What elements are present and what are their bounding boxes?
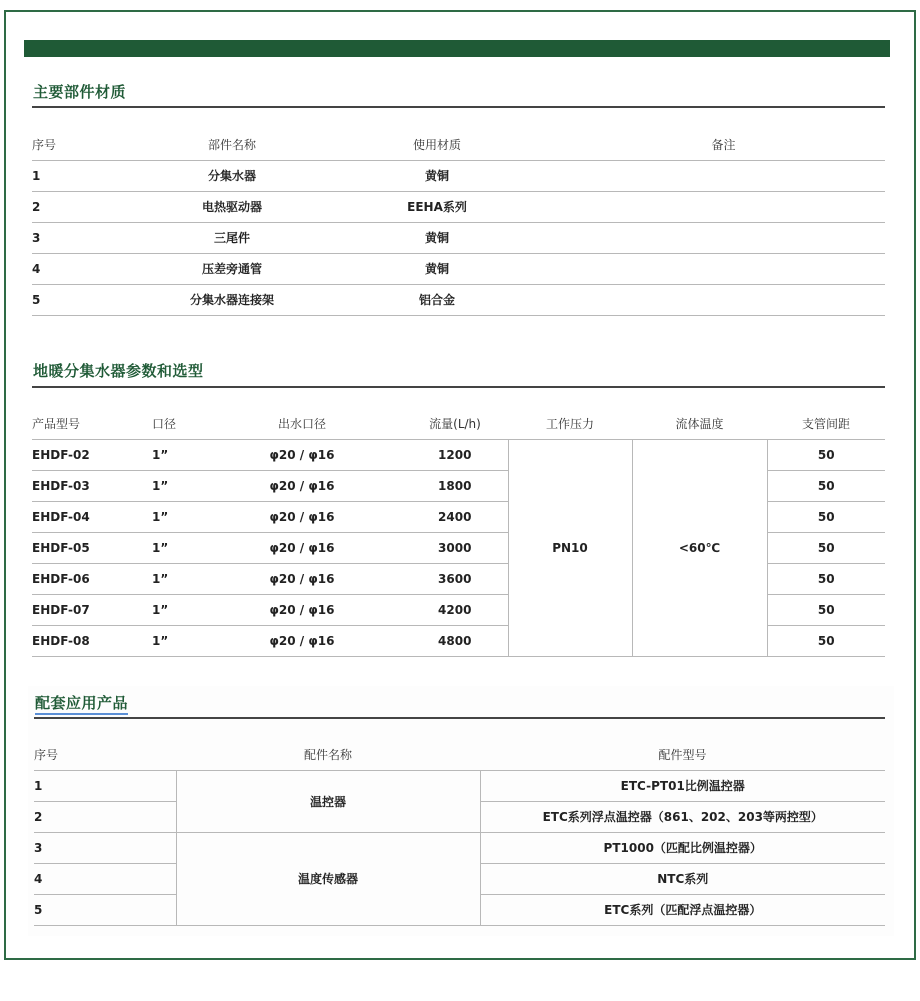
cell-index: 2 bbox=[34, 801, 176, 832]
materials-title-rule bbox=[32, 106, 885, 108]
cell-material: 黄铜 bbox=[312, 253, 562, 284]
accessories-header-row bbox=[34, 740, 885, 770]
col-header-pressure: 工作压力 bbox=[508, 409, 632, 439]
params-table bbox=[32, 409, 885, 657]
cell-flow: 1200 bbox=[402, 439, 508, 470]
cell-flow: 2400 bbox=[402, 501, 508, 532]
cell-spacing: 50 bbox=[767, 594, 885, 625]
cell-group-thermostat: 温控器 bbox=[176, 770, 480, 832]
cell-flow: 3600 bbox=[402, 563, 508, 594]
cell-index: 2 bbox=[32, 191, 152, 222]
cell-part-name: 电热驱动器 bbox=[152, 191, 312, 222]
cell-remark bbox=[562, 160, 885, 191]
col-header-accessory-name: 配件名称 bbox=[176, 740, 480, 770]
cell-model: EHDF-06 bbox=[32, 563, 152, 594]
materials-table bbox=[32, 130, 885, 316]
accessories-title-text: 配套应用产品 bbox=[35, 694, 128, 715]
cell-outlet: φ20 / φ16 bbox=[202, 501, 402, 532]
table-row bbox=[34, 770, 885, 801]
cell-flow: 4200 bbox=[402, 594, 508, 625]
cell-model: EHDF-08 bbox=[32, 625, 152, 656]
table-row bbox=[32, 222, 885, 253]
cell-flow: 1800 bbox=[402, 470, 508, 501]
cell-index: 5 bbox=[32, 284, 152, 315]
cell-outlet: φ20 / φ16 bbox=[202, 594, 402, 625]
cell-spacing: 50 bbox=[767, 470, 885, 501]
cell-model: EHDF-05 bbox=[32, 532, 152, 563]
cell-remark bbox=[562, 222, 885, 253]
header-bar bbox=[24, 40, 890, 57]
cell-spacing: 50 bbox=[767, 501, 885, 532]
cell-outlet: φ20 / φ16 bbox=[202, 625, 402, 656]
cell-index: 1 bbox=[32, 160, 152, 191]
cell-caliber: 1” bbox=[152, 439, 202, 470]
cell-accessory-model: ETC系列浮点温控器（861、202、203等两控型） bbox=[480, 801, 885, 832]
cell-material: 铝合金 bbox=[312, 284, 562, 315]
cell-part-name: 三尾件 bbox=[152, 222, 312, 253]
cell-caliber: 1” bbox=[152, 625, 202, 656]
col-header-index: 序号 bbox=[34, 740, 176, 770]
table-row bbox=[32, 284, 885, 315]
cell-outlet: φ20 / φ16 bbox=[202, 439, 402, 470]
cell-caliber: 1” bbox=[152, 563, 202, 594]
col-header-flow: 流量(L/h) bbox=[402, 409, 508, 439]
params-header-row bbox=[32, 409, 885, 439]
table-row bbox=[34, 832, 885, 863]
cell-accessory-model: PT1000（匹配比例温控器） bbox=[480, 832, 885, 863]
cell-spacing: 50 bbox=[767, 439, 885, 470]
cell-temperature: <60℃ bbox=[632, 439, 767, 656]
cell-outlet: φ20 / φ16 bbox=[202, 532, 402, 563]
cell-part-name: 压差旁通管 bbox=[152, 253, 312, 284]
cell-index: 4 bbox=[34, 863, 176, 894]
col-header-accessory-model: 配件型号 bbox=[480, 740, 885, 770]
cell-caliber: 1” bbox=[152, 594, 202, 625]
table-row bbox=[32, 439, 885, 470]
table-row bbox=[32, 191, 885, 222]
cell-group-sensor: 温度传感器 bbox=[176, 832, 480, 925]
col-header-material: 使用材质 bbox=[312, 130, 562, 160]
cell-caliber: 1” bbox=[152, 501, 202, 532]
params-title: 地暖分集水器参数和选型 bbox=[33, 362, 204, 380]
materials-title: 主要部件材质 bbox=[33, 83, 127, 101]
accessories-table bbox=[34, 740, 885, 926]
cell-material: 黄铜 bbox=[312, 222, 562, 253]
materials-header-row bbox=[32, 130, 885, 160]
cell-remark bbox=[562, 284, 885, 315]
cell-flow: 4800 bbox=[402, 625, 508, 656]
accessories-title bbox=[35, 692, 128, 713]
cell-remark bbox=[562, 253, 885, 284]
cell-model: EHDF-04 bbox=[32, 501, 152, 532]
cell-caliber: 1” bbox=[152, 470, 202, 501]
col-header-part-name: 部件名称 bbox=[152, 130, 312, 160]
cell-index: 3 bbox=[32, 222, 152, 253]
cell-index: 5 bbox=[34, 894, 176, 925]
params-title-rule bbox=[32, 386, 885, 388]
col-header-index: 序号 bbox=[32, 130, 152, 160]
cell-flow: 3000 bbox=[402, 532, 508, 563]
table-row bbox=[32, 160, 885, 191]
cell-part-name: 分集水器 bbox=[152, 160, 312, 191]
cell-index: 1 bbox=[34, 770, 176, 801]
bottom-margin bbox=[0, 962, 920, 1001]
cell-accessory-model: ETC系列（匹配浮点温控器） bbox=[480, 894, 885, 925]
cell-accessory-model: NTC系列 bbox=[480, 863, 885, 894]
col-header-spacing: 支管间距 bbox=[767, 409, 885, 439]
cell-spacing: 50 bbox=[767, 532, 885, 563]
cell-outlet: φ20 / φ16 bbox=[202, 470, 402, 501]
cell-spacing: 50 bbox=[767, 563, 885, 594]
col-header-outlet: 出水口径 bbox=[202, 409, 402, 439]
cell-material: 黄铜 bbox=[312, 160, 562, 191]
accessories-title-rule bbox=[34, 717, 885, 719]
cell-pressure: PN10 bbox=[508, 439, 632, 656]
cell-spacing: 50 bbox=[767, 625, 885, 656]
cell-outlet: φ20 / φ16 bbox=[202, 563, 402, 594]
cell-model: EHDF-07 bbox=[32, 594, 152, 625]
cell-index: 3 bbox=[34, 832, 176, 863]
col-header-caliber: 口径 bbox=[152, 409, 202, 439]
cell-index: 4 bbox=[32, 253, 152, 284]
col-header-remark: 备注 bbox=[562, 130, 885, 160]
cell-material: EEHA系列 bbox=[312, 191, 562, 222]
cell-accessory-model: ETC-PT01比例温控器 bbox=[480, 770, 885, 801]
col-header-temperature: 流体温度 bbox=[632, 409, 767, 439]
cell-model: EHDF-03 bbox=[32, 470, 152, 501]
table-row bbox=[32, 253, 885, 284]
cell-model: EHDF-02 bbox=[32, 439, 152, 470]
cell-remark bbox=[562, 191, 885, 222]
col-header-model: 产品型号 bbox=[32, 409, 152, 439]
cell-caliber: 1” bbox=[152, 532, 202, 563]
cell-part-name: 分集水器连接架 bbox=[152, 284, 312, 315]
